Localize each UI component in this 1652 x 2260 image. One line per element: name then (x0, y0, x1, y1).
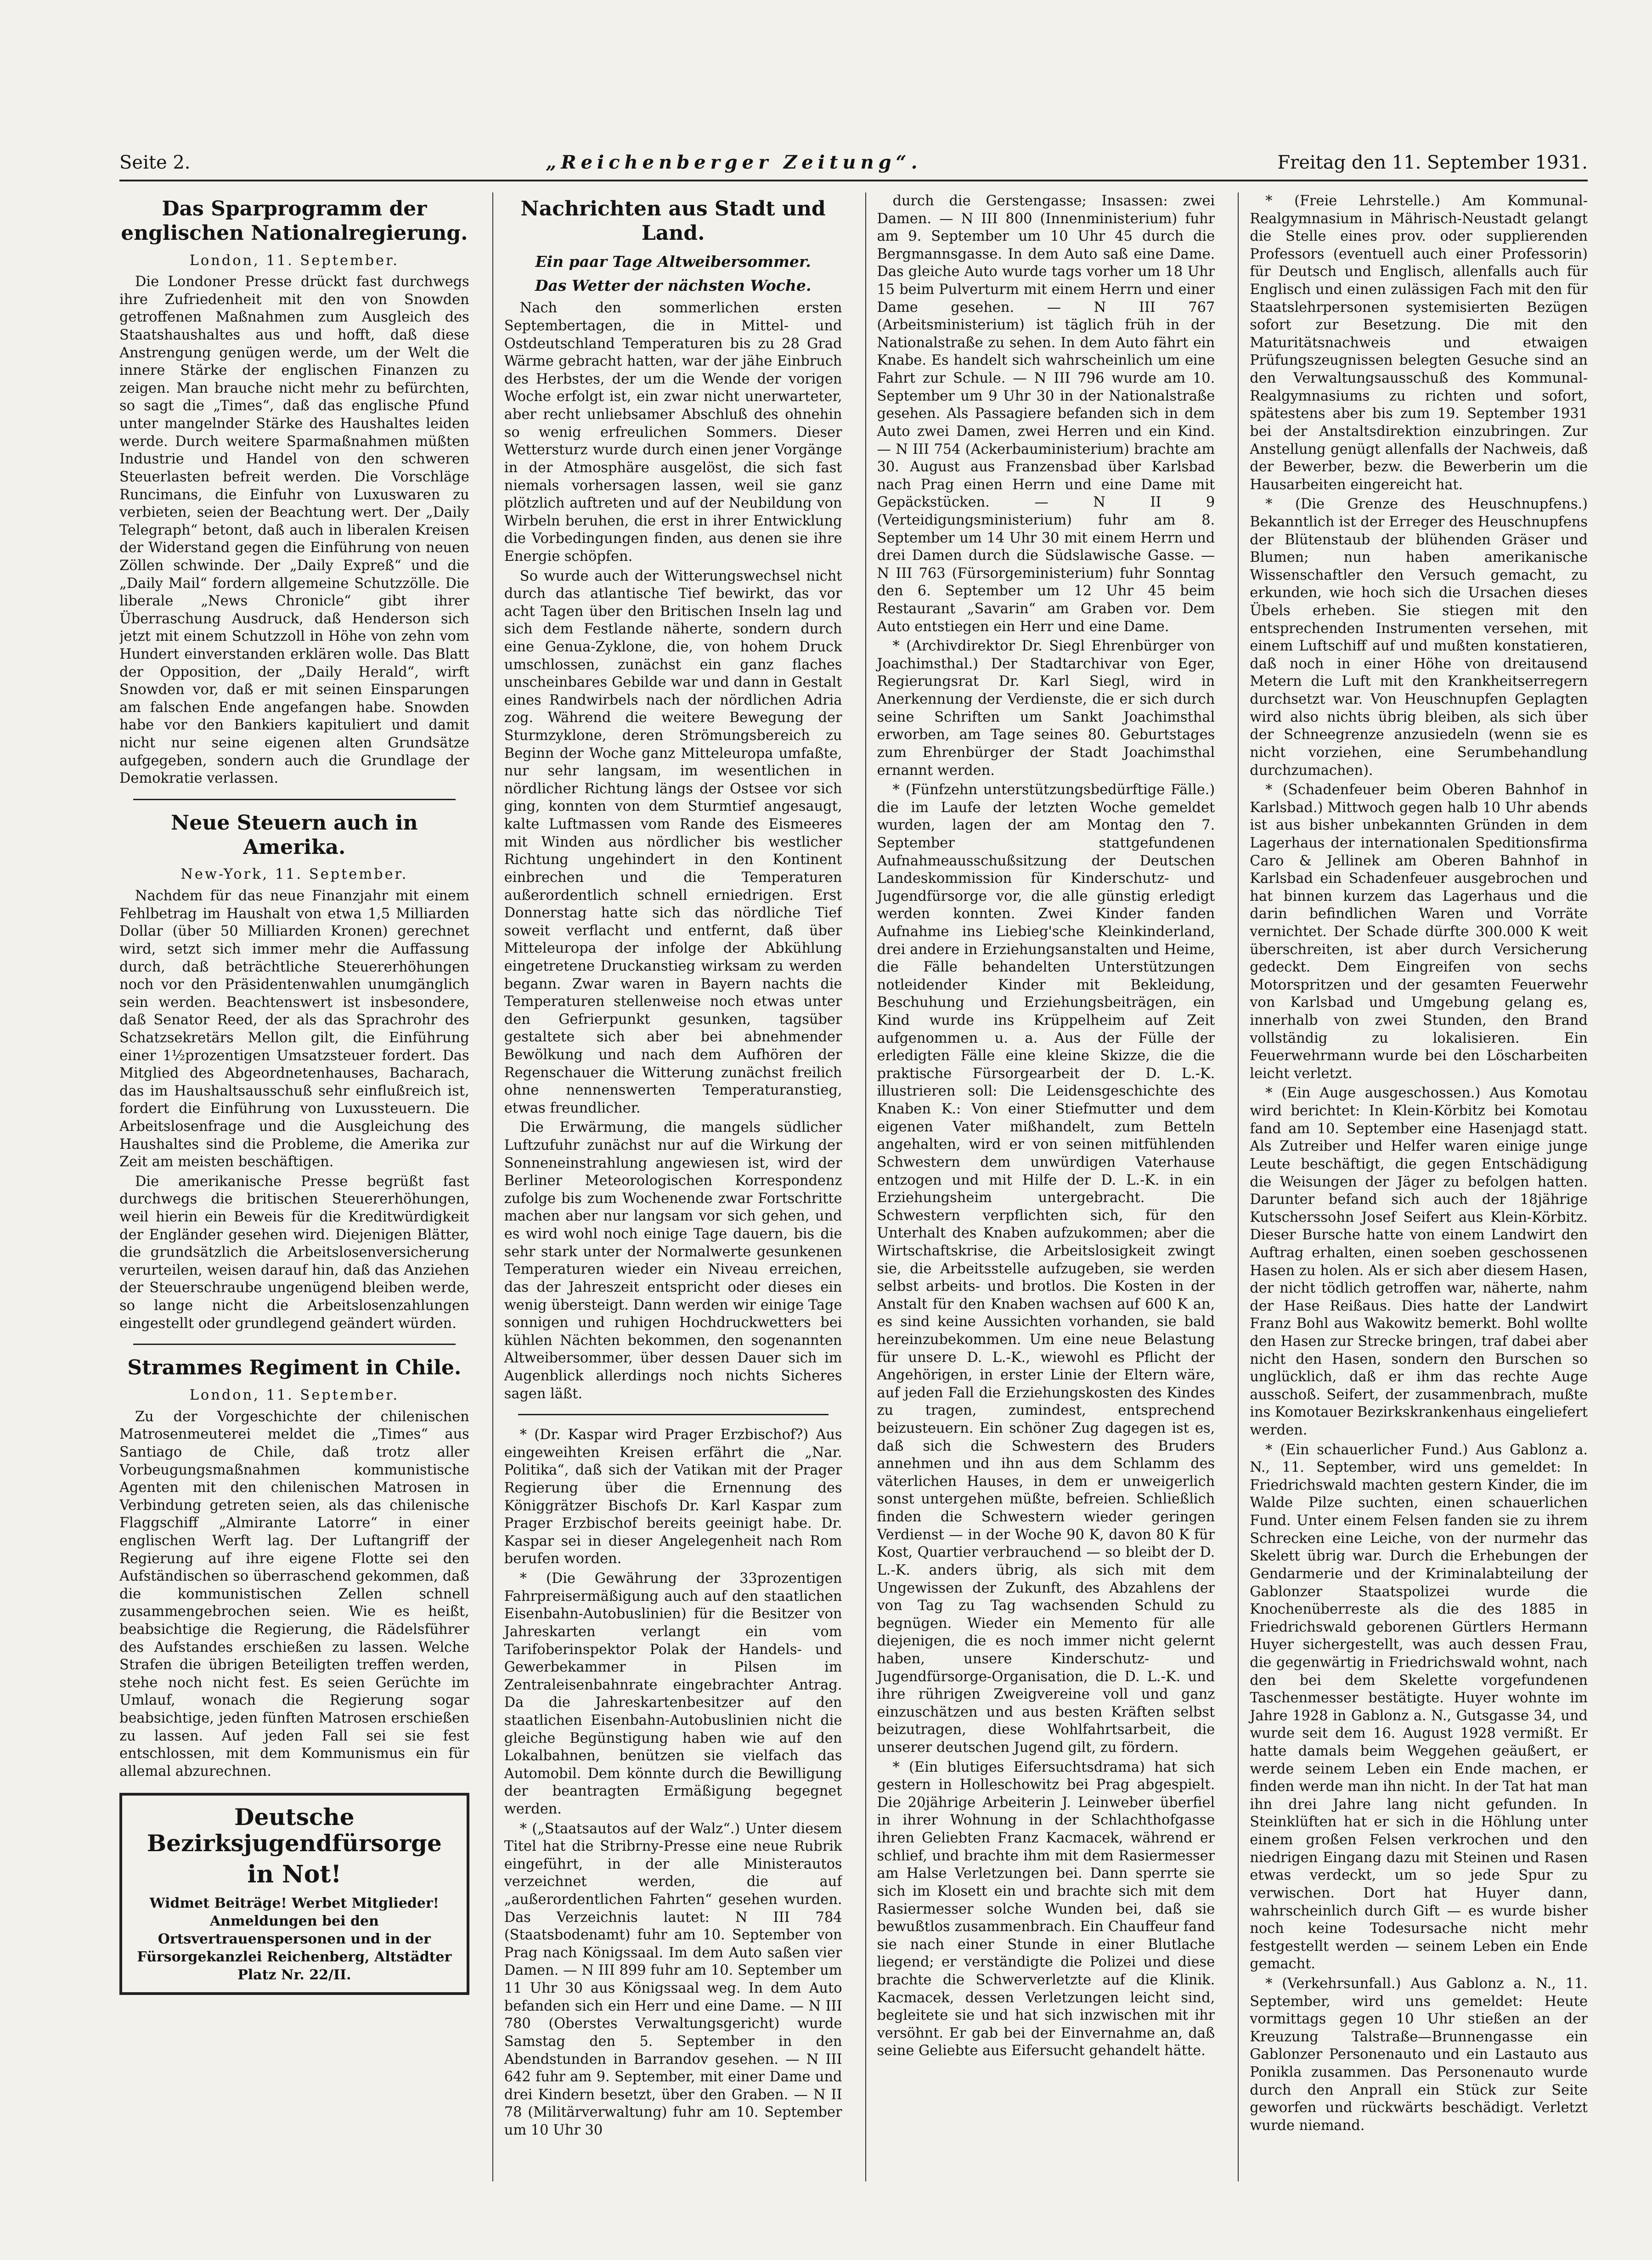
section-headline: Nachrichten aus Stadt und Land. (520, 197, 826, 245)
news-item: * (Freie Lehrstelle.) Am Kommunal-Realgymnasium in Mährisch-Neustadt gelangt die Stelle eines prov. oder supplierenden Professors (eventuell auch einer Professorin) für Deutsch und Englisch, allenfalls auch für Englisch und einen zulässigen Fach mit den für Staatslehrpersonen systemisierten Bezügen sofort zur Besetzung. Die mit den Maturitätsnachweis und etwaigen Prüfungszeugnissen belegten Gesuche sind an den Verwaltungsausschuß des Kommunal-Realgymnasiums zu richten und sofort, spätestens aber bis zum 19. September 1931 bei der Anstaltsdirektion einzubringen. Zur Anstellung genügt allenfalls der Nachweis, daß der Bewerber, bezw. die Bewerberin um die Hausarbeiten eingereicht hat. (1250, 193, 1588, 493)
news-item: * (Archivdirektor Dr. Siegl Ehrenbürger von Joachimsthal.) Der Stadtarchivar von Eger, Regierungsrat Dr. Karl Siegl, wird in Anerkennung der Verdienste, die er sich durch seine Schriften um Sankt Joachimsthal erworben, am Tage seines 80. Geburtstages zum Ehrenbürger der Stadt Joachimsthal ernannt werden. (877, 638, 1215, 779)
page-number: Seite 2. (119, 152, 191, 173)
newspaper-title: „Reichenberger Zeitung“. (546, 152, 922, 173)
news-item: * (Die Gewährung der 33prozentigen Fahrpreisermäßigung auch auf den staatlichen Eisenbahn-Autobuslinien) für die Besitzer von Jahreskarten verlangt ein vom Tarifoberinspektor Polak der Handels- und Gewerbekammer in Pilsen im Zentraleisenbahnrate eingebrachter Antrag. Da die Jahreskartenbesitzer auf den staatlichen Eisenbahn-Autobuslinien nicht die gleiche Begünstigung haben wie auf den Lokalbahnen, benützen sie vielfach das Automobil. Dem könnte durch die Bewilligung der beantragten Ermäßigung begegnet werden. (504, 1571, 842, 1817)
news-item: durch die Gerstengasse; Insassen: zwei Damen. — N III 800 (Innenministerium) fuhr am 9. September um 10 Uhr 45 durch die Bergmannsgasse. In dem Auto saß eine Dame. Das gleiche Auto wurde tags vorher um 18 Uhr 15 beim Pulverturm mit einem Herrn und einer Dame gesehen. — N III 767 (Arbeitsministerium) ist täglich früh in der Nationalstraße zu sehen. In dem Auto fährt ein Knabe. Es handelt sich wahrscheinlich um eine Fahrt zur Schule. — N III 796 wurde am 10. September um 9 Uhr 30 in der Nationalstraße gesehen. Als Passagiere befanden sich in dem Auto zwei Damen, zwei Herren und ein Kind. — N III 754 (Ackerbauministerium) brachte am 30. August aus Franzensbad über Karlsbad nach Prag einen Herrn und eine Dame mit Gepäckstücken. — N II 9 (Verteidigungsministerium) fuhr am 8. September um 14 Uhr 30 mit einem Herrn und drei Damen durch die Südslawische Gasse. — N III 763 (Fürsorgeministerium) fuhr Sonntag den 6. September um 12 Uhr 45 beim Restaurant „Savarin“ am Graben vor. Dem Auto entstiegen ein Herr und eine Dame. (877, 193, 1215, 635)
article-subheadline: Ein paar Tage Altweibersommer. (535, 252, 811, 271)
dateline: London, 11. September. (189, 1387, 399, 1404)
news-item: * (Dr. Kaspar wird Prager Erzbischof?) Aus eingeweihten Kreisen erfährt die „Nar. Politika“, daß sich der Vatikan mit der Prager Regierung über die Ernennung des Königgrätzer Bischofs Dr. Karl Kaspar zum Prager Erzbischof bereits geeinigt habe. Dr. Kaspar sei in dieser Angelegenheit nach Rom berufen worden. (504, 1427, 842, 1567)
article-headline: Das Sparprogramm der englischen Nationalregierung. (121, 197, 468, 245)
advertisement-box (119, 1793, 469, 1995)
article-subheadline: Das Wetter der nächsten Woche. (535, 276, 812, 294)
ad-subtitle: in Not! (247, 1860, 342, 1888)
news-item: * (Ein schauerlicher Fund.) Aus Gablonz a. N., 11. September, wird uns gemeldet: In Friedrichswald machten gestern Kinder, die im Walde Pilze suchten, einen schauerlichen Fund. Unter einem Felsen fanden sie zu ihrem Schrecken eine Leiche, von der nurmehr das Skelett übrig war. Durch die Erhebungen der Gendarmerie und der Kriminalabteilung der Gablonzer Staatspolizei wurde die Knochenüberreste als die des 1885 in Friedrichswald geborenen Gürtlers Hermann Huyer sichergestellt, was auch dessen Frau, die gegenwärtig in Friedrichswald wohnt, nach den bei dem Skelette vorgefundenen Taschenmesser bestätigte. Huyer wohnte im Jahre 1928 in Gablonz a. N., Gutsgasse 34, und wurde seit dem 16. August 1928 vermißt. Er hatte damals beim Weggehen geäußert, er werde seinem Leben ein Ende machen, er finden werde man ihn nicht. In der Tat hat man ihn drei Jahre lang nicht gefunden. In Steinklüften hat er sich in die Höhlung unter einem großen Felsen verkrochen und den niedrigen Eingang dazu mit Steinen und Rasen etwas verdeckt, um so jede Spur zu verwischen. Dort hat Huyer dann, wahrscheinlich durch Gift — es wurde bisher noch keine Todesursache nicht mehr festgestellt werden — seinem Leben ein Ende gemacht. (1250, 1441, 1588, 1972)
article-paragraph: Die Erwärmung, die mangels südlicher Luftzufuhr zunächst nur auf die Wirkung der Sonneneinstrahlung angewiesen ist, wird der Berliner Meteorologischen Korrespondenz zufolge bis zum Wochenende zwar Fortschritte machen aber nur langsam vor sich gehen, und es wird wohl noch einige Tage dauern, bis die sehr stark unter der Normalwerte gesunkenen Temperaturen wieder ein Niveau erreichen, das der Jahreszeit entspricht oder dieses ein wenig übersteigt. Dann werden wir einige Tage sonnigen und ruhigen Hochdruckwetters bei kühlen Nächten bekommen, den sogenannten Altweibersommer, über dessen Dauer sich im Augenblick allerdings noch nichts Sicheres sagen läßt. (504, 1119, 842, 1402)
masthead (119, 152, 1588, 180)
column-3 (865, 192, 1215, 2181)
ad-title: Deutsche Bezirksjugendfürsorge (147, 1803, 442, 1857)
article-paragraph: Nachdem für das neue Finanzjahr mit einem Fehlbetrag im Haushalt von etwa 1,5 Milliarden Dollar (über 50 Milliarden Kronen) gerechnet wird, setzt sich immer mehr die Auffassung durch, daß beträchtliche Steuererhöhungen noch vor den Präsidentenwahlen unumgänglich sein werden. Beachtenswert ist insbesondere, daß Senator Reed, der als das Sprachrohr des Schatzsekretärs Mellon gilt, die Einführung einer 1½prozentigen Umsatzsteuer fordert. Das Mitglied des Abgeordnetenhauses, Bacharach, das im Haushaltsausschuß sehr einflußreich ist, fordert die Einführung von Luxussteuern. Die Arbeitslosenfrage und die Ausgleichung des Haushaltes sind die Probleme, die Amerika zur Zeit am meisten beschäftigen. (119, 888, 469, 1170)
column-1 (119, 192, 469, 2181)
article-paragraph: Nach den sommerlichen ersten Septembertagen, die in Mittel- und Ostdeutschland Temperaturen bis zu 28 Grad Wärme gebracht hatten, war der jähe Einbruch des Herbstes, der um die Wende der vorigen Woche erfolgt ist, ein zwar nicht unerwarteter, aber recht unliebsamer Abschluß des ohnehin so wenig erfreulichen Sommers. Dieser Wettersturz wurde durch einen jener Vorgänge in der Atmosphäre ausgelöst, die sich fast niemals vorhersagen lassen, weil sie ganz plötzlich auftreten und auf der Neubildung von Wirbeln beruhen, die erst in ihrer Entwicklung die Vorbedingungen finden, aus denen sie ihre Energie schöpfen. (504, 300, 842, 565)
article-paragraph: Zu der Vorgeschichte der chilenischen Matrosenmeuterei meldet die „Times“ aus Santiago de Chile, daß trotz aller Vorbeugungsmaßnahmen kommunistische Agenten mit den chilenischen Matrosen in Verbindung getreten seien, als das chilenische Flaggschiff „Almirante Latorre“ in einer englischen Werft lag. Der Luftangriff der Regierung auf ihre eigene Flotte sei den Aufständischen so überraschend gekommen, daß die kommunistischen Zellen schnell zusammengebrochen seien. Wie es heißt, beabsichtige die Regierung, die Rädelsführer des Aufstandes erschießen zu lassen. Welche Strafen die übrigen Beteiligten treffen werden, stehe noch nicht fest. Es seien Gerüchte im Umlauf, wonach die Regierung sogar beabsichtige, jeden fünften Matrosen erschießen zu lassen. Auf jeden Fall sei sie fest entschlossen, mit dem Kommunismus ein für allemal abzurechnen. (119, 1408, 469, 1780)
separator (518, 1414, 829, 1415)
article-headline: Strammes Regiment in Chile. (127, 1356, 462, 1380)
column-2 (492, 192, 842, 2181)
article-headline: Neue Steuern auch in Amerika. (171, 811, 418, 859)
columns (119, 192, 1588, 2181)
ad-body: Widmet Beiträge! Werbet Mitglieder! Anmeldungen bei den Ortsvertrauenspersonen und in der Fürsorgekanzlei Reichenberg, Altstädter Platz Nr. 22/II. (137, 1895, 452, 1983)
column-4 (1238, 192, 1588, 2181)
separator (133, 799, 456, 800)
separator (133, 1344, 456, 1345)
news-item: * (Schadenfeuer beim Oberen Bahnhof in Karlsbad.) Mittwoch gegen halb 10 Uhr abends ist aus bisher unbekannten Gründen in dem Lagerhaus der internationalen Speditionsfirma Caro & Jellinek am Oberen Bahnhof in Karlsbad ein Schadenfeuer ausgebrochen und hat binnen kurzem das Lagerhaus und die darin befindlichen Waren und Vorräte vernichtet. Der Schade dürfte 300.000 K weit überschreiten, ist aber durch Versicherung gedeckt. Dem Eingreifen von sechs Motorspritzen und der gesamten Feuerwehr von Karlsbad und Umgebung gelang es, innerhalb von zwei Stunden, den Brand vollständig zu lokalisieren. Ein Feuerwehrmann wurde bei den Löscharbeiten leicht verletzt. (1250, 782, 1588, 1082)
article-paragraph: Die Londoner Presse drückt fast durchwegs ihre Zufriedenheit mit den von Snowden getroffenen Maßnahmen zum Ausgleich des Staatshaushaltes aus und hofft, daß diese Anstrengung genügen werde, um der Welt die innere Stärke der englischen Finanzen zu zeigen. Man brauche nicht mehr zu befürchten, so sagt die „Times“, daß das englische Pfund unter mangelnder Stärke des Haushaltes leiden werde. Durch weitere Sparmaßnahmen müßten Industrie und Handel von den schweren Steuerlasten befreit werden. Die Vorschläge Runcimans, die Einfuhr von Luxuswaren zu verbieten, seien der Beachtung wert. Der „Daily Telegraph“ betont, daß auch in liberalen Kreisen der Widerstand gegen die Einführung von neuen Zöllen schwinde. Der „Daily Expreß“ und die „Daily Mail“ fordern allgemeine Schutzzölle. Die liberale „News Chronicle“ gibt ihrer Überraschung Ausdruck, daß Henderson sich jetzt mit einem Schutzzoll in Höhe von zehn vom Hundert einverstanden erklären wolle. Das Blatt der Opposition, der „Daily Herald“, wirft Snowden vor, daß er mit seinen Einsparungen am falschen Ende angefangen habe. Snowden habe vor den Bankiers kapituliert und damit nicht nur seine eigenen alten Grundsätze aufgegeben, sondern auch die Grundlage der Demokratie verlassen. (119, 274, 469, 787)
issue-date: Freitag den 11. September 1931. (1277, 152, 1588, 173)
article-paragraph: Die amerikanische Presse begrüßt fast durchwegs die britischen Steuererhöhungen, weil hierin ein Beweis für die Kreditwürdigkeit der Engländer gesehen wird. Diejenigen Blätter, die grundsätzlich die Arbeitslosenversicherung verurteilen, weisen darauf hin, daß das Anziehen der Steuerschraube ungenügend bleiben werde, so lange nicht die Arbeitslosenzahlungen eingestellt oder grundlegend geändert würden. (119, 1173, 469, 1332)
dateline: London, 11. September. (189, 252, 399, 269)
news-item: * (Verkehrsunfall.) Aus Gablonz a. N., 11. September, wird uns gemeldet: Heute vormittags gegen 10 Uhr stießen an der Kreuzung Talstraße—Brunnengasse ein Gablonzer Personenauto und ein Lastauto aus Ponikla zusammen. Das Personenauto wurde durch den Anprall ein Stück zur Seite geworfen und rückwärts beschädigt. Verletzt wurde niemand. (1250, 1975, 1588, 2134)
news-item: * („Staatsautos auf der Walz“.) Unter diesem Titel hat die Stribrny-Presse eine neue Rubrik eingeführt, in der alle Ministerautos verzeichnet werden, die auf „außerordentlichen Fahrten“ gesehen wurden. Das Verzeichnis lautet: N III 784 (Staatsbodenamt) fuhr am 10. September von Prag nach Königssaal. Im dem Auto saßen vier Damen. — N III 899 fuhr am 10. September um 11 Uhr 30 aus Königssaal weg. In dem Auto befanden sich ein Herr und eine Dame. — N III 780 (Oberstes Verwaltungsgericht) wurde Samstag den 5. September in den Abendstunden in Barrandov gesehen. — N III 642 fuhr am 9. September, mit einer Dame und drei Kindern besetzt, über den Graben. — N II 78 (Militärverwaltung) fuhr am 10. September um 10 Uhr 30 (504, 1820, 842, 2138)
news-item: * (Fünfzehn unterstützungsbedürftige Fälle.) die im Laufe der letzten Woche gemeldet wurden, lagen der am Montag den 7. September stattgefundenen Aufnahmeausschußsitzung der Deutschen Landeskommission für Kinderschutz- und Jugendfürsorge vor, die alle günstig erledigt werden konnten. Zwei Kinder fanden Aufnahme ins Liebieg'sche Kleinkinderland, drei andere in Erziehungsanstalten und Heime, die Fälle behandelten Unterstützungen notleidender Kinder mit Bekleidung, Beschuhung und Erziehungsbeiträgen, ein Kind wurde ins Krüppelheim auf Zeit aufgenommen u. a. Aus der Fülle der erledigten Fälle eine kleine Skizze, die die praktische Fürsorgearbeit der D. L.-K. illustrieren soll: Die Leidensgeschichte des Knaben K.: Von einer Stiefmutter und dem eigenen Vater mißhandelt, zum Betteln angehalten, wird er von seinen mitfühlenden Schwestern dem unwürdigen Vaterhause entzogen und mit Hilfe der D. L.-K. in ein Erziehungsheim untergebracht. Die Schwestern verpflichten sich, für den Unterhalt des Knaben aufzukommen; aber die Wirtschaftskrise, die Arbeitslosigkeit zwingt sie, die Arbeitsstelle aufzugeben, sie werden selbst arbeits- und brotlos. Die Kosten in der Anstalt für den Knaben wachsen auf 600 K an, es sind keine Aussichten vorhanden, sie bald hereinzubekommen. Um eine neue Belastung für unsere D. L.-K., wiewohl es Pflicht der Angehörigen, in erster Linie der Eltern wäre, auf jeden Fall die Erziehungskosten des Kindes zu tragen, zumindest, entsprechend beizusteuern. Ein schöner Zug dagegen ist es, daß sich die Schwestern des Bruders annehmen und ihn aus dem Schlamm des väterlichen Hauses, in dem er unweigerlich sonst untergehen müßte, befreien. Schließlich finden die Schwestern wieder geringen Verdienst — in der Woche 90 K, davon 80 K für Kost, Quartier verbrauchend — so bleibt der D. L.-K. anders übrig, als sich mit dem Ungewissen der Zukunft, des Abzahlens der von Tag zu Tag wachsenden Schuld zu begnügen. Wieder ein Memento für alle diejenigen, die es noch immer nicht gelernt haben, unsere Kinderschutz- und Jugendfürsorge-Organisation, die D. L.-K. und ihre rührigen Zweigvereine voll und ganz einzuschätzen und aus besten Kräften selbst beizutragen, diese Wohlfahrtsarbeit, die unserer deutschen Jugend gilt, zu fördern. (877, 782, 1215, 1756)
news-item: * (Ein Auge ausgeschossen.) Aus Komotau wird berichtet: In Klein-Körbitz bei Komotau fand am 10. September eine Hasenjagd statt. Als Zutreiber und Helfer waren einige junge Leute beschäftigt, die gegen Entschädigung die Weisungen der Jäger zu befolgen hatten. Darunter befand sich auch der 18jährige Kutscherssohn Josef Seifert aus Klein-Körbitz. Dieser Bursche hatte von einem Landwirt den Auftrag erhalten, einen soeben geschossenen Hasen zu holen. Als er sich aber diesem Hasen, der nicht tödlich getroffen war, näherte, nahm der Hase Reißaus. Dies hatte der Landwirt Franz Bohl aus Wakowitz bemerkt. Bohl wollte den Hasen zur Strecke bringen, traf dabei aber nicht den Hasen, sondern den Burschen so unglücklich, daß er ihm das rechte Auge ausschoß. Seifert, der zusammenbrach, mußte ins Komotauer Bezirkskrankenhaus eingeliefert werden. (1250, 1085, 1588, 1439)
news-item: * (Ein blutiges Eifersuchtsdrama) hat sich gestern in Holleschowitz bei Prag abgespielt. Die 20jährige Arbeiterin J. Leinweber überfiel in ihrer Wohnung in der Schlachthofgasse ihren Geliebten Franz Kacmacek, während er schlief, und brachte ihm mit dem Rasiermesser am Halse Verletzungen bei. Dann sperrte sie sich im Klosett ein und brachte sich mit dem Rasiermesser solche Wunden bei, daß sie bewußtlos zusammenbrach. Ein Chauffeur fand sie nach einer Stunde in einer Blutlache liegend; er verständigte die Polizei und diese brachte die Schwerverletzte auf die Klinik. Kacmacek, dessen Verletzungen leicht sind, begleitete sie und hat sich inzwischen mit ihr versöhnt. Er gab bei der Einvernahme an, daß seine Geliebte aus Eifersucht gehandelt hätte. (877, 1759, 1215, 2059)
article-paragraph: So wurde auch der Witterungswechsel nicht durch das atlantische Tief bewirkt, das vor acht Tagen über den Britischen Inseln lag und sich dem Festlande näherte, sondern durch eine Genua-Zyklone, die, von hohem Druck umschlossen, zunächst ein ganz flaches unscheinbares Gebilde war und dann in Gestalt eines Randwirbels nach der nördlichen Adria zog. Während die weitere Bewegung der Sturmzyklone, deren Strömungsbereich zu Beginn der Woche ganz Mitteleuropa umfaßte, nur sehr langsam, im wesentlichen in nördlicher Richtung längs der Ostsee vor sich ging, konnten von dem Sturmtief angesaugt, kalte Luftmassen vom Rande des Eismeeres mit Winden aus nördlicher bis westlicher Richtung ungehindert in den Kontinent einbrechen und die Temperaturen außerordentlich schnell erniedrigen. Erst Donnerstag hatte sich das nördliche Tief soweit verflacht und entfernt, daß über Mitteleuropa der infolge der Abkühlung eingetretene Druckanstieg wirksam zu werden begann. Zwar waren in Bayern nachts die Temperaturen stellenweise noch etwas unter den Gefrierpunkt gesunken, tagsüber gestaltete sich aber bei abnehmender Bewölkung und nach dem Aufhören der Regenschauer die Witterung zunächst freilich ohne nennenswerten Temperaturanstieg, etwas freundlicher. (504, 568, 842, 1116)
news-item: * (Die Grenze des Heuschnupfens.) Bekanntlich ist der Erreger des Heuschnupfens der Blütenstaub der blühenden Gräser und Blumen; nun haben amerikanische Wissenschaftler den Versuch gemacht, zu erkunden, wie hoch sich die Ursachen dieses Übels erheben. Sie stiegen mit den entsprechenden Instrumenten versehen, mit einem Luftschiff auf und mußten konstatieren, daß noch in einer Höhe von dreitausend Metern die Luft mit den Krankheitserregern durchsetzt war. Von Heuschnupfen Geplagten wird also nichts übrig bleiben, als sich über der Schneegrenze anzusiedeln (wenn sie es nicht vorziehen, eine Serumbehandlung durchzumachen). (1250, 496, 1588, 779)
dateline: New-York, 11. September. (180, 866, 408, 883)
masthead-rule (119, 180, 1588, 181)
